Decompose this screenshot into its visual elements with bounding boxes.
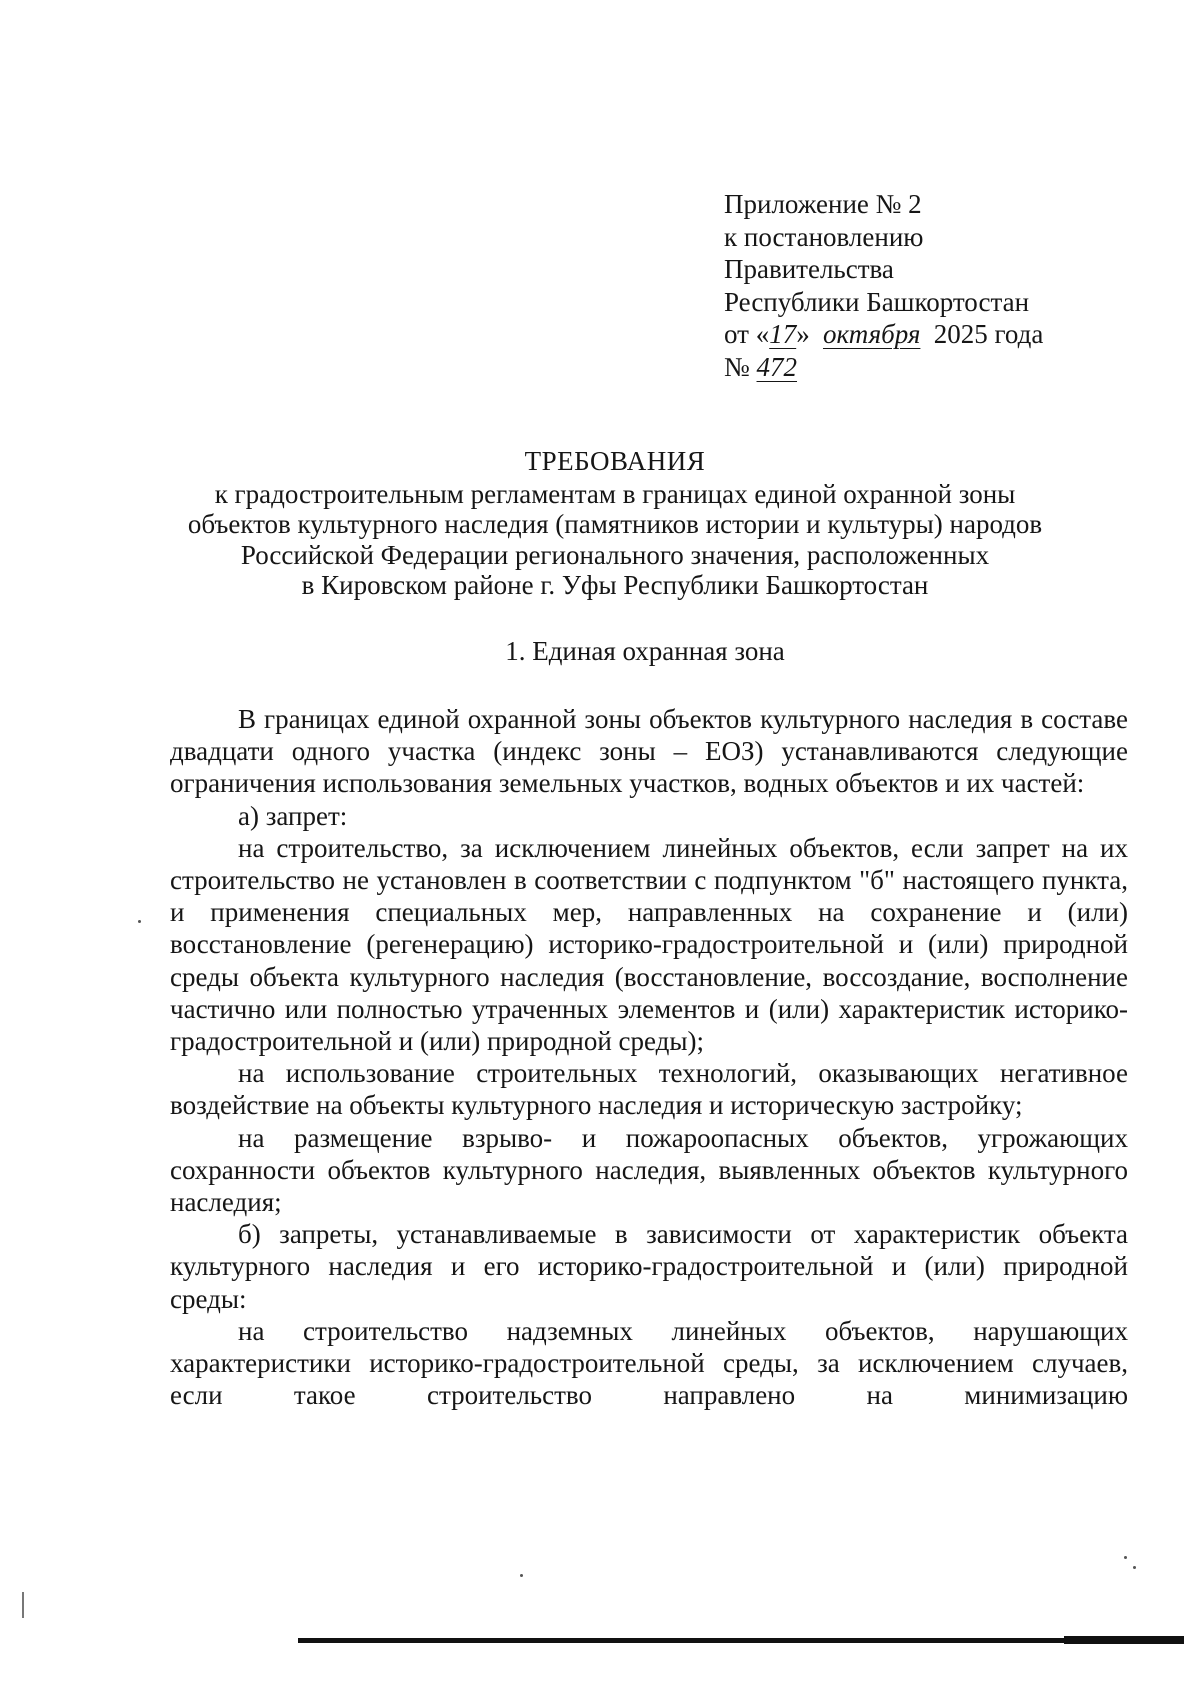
title-line: объектов культурного наследия (памятников истории и культуры) народов	[187, 509, 1043, 539]
document-title	[150, 446, 1080, 601]
date-day: 17	[769, 319, 797, 349]
annex-number-line	[724, 351, 1043, 384]
annex-title: Приложение № 2	[724, 189, 922, 219]
paragraph: на использование строительных технологий, оказывающих негативное воздействие на объекты культурного наследия и историческую застройку;	[170, 1058, 1128, 1121]
section-heading: 1. Единая охранная зона	[505, 636, 785, 666]
date-year: 2025 года	[933, 319, 1044, 349]
annex-date-line	[724, 318, 1043, 351]
date-prefix: от «	[724, 319, 770, 349]
paragraph: В границах единой охранной зоны объектов культурного наследия в составе двадцати одного участка (индекс зоны – ЕОЗ) устанавливаются следующие ограничения использования земельных участков, водных объектов и их частей:	[170, 704, 1128, 799]
annex-line-government: Правительства	[724, 254, 894, 284]
title-line: Российской Федерации регионального значения, расположенных	[240, 539, 990, 570]
number-prefix: №	[724, 351, 757, 382]
body-text	[170, 703, 1128, 1411]
paragraph: а) запрет:	[238, 800, 348, 831]
paragraph: на строительство надземных линейных объектов, нарушающих характеристики историко-градостроительной среды, за исключением случаев, если такое строительство направлено на минимизацию	[170, 1315, 1128, 1411]
scan-bottom-rule	[298, 1638, 1184, 1643]
paragraph: б) запреты, устанавливаемые в зависимости от характеристик объекта культурного наследия и его историко-градостроительной и (или) природной среды:	[170, 1219, 1128, 1314]
scan-edge-mark	[22, 1592, 24, 1618]
annex-line-republic: Республики Башкортостан	[724, 286, 1030, 317]
title-main: ТРЕБОВАНИЯ	[524, 446, 706, 476]
annex-block	[724, 188, 1043, 383]
scan-speck	[1124, 1556, 1127, 1559]
paragraph: на размещение взрыво- и пожароопасных объектов, угрожающих сохранности объектов культурного наследия, выявленных объектов культурного наследия;	[170, 1122, 1128, 1218]
date-day-close: »	[796, 319, 810, 349]
annex-line-resolution: к постановлению	[724, 221, 924, 252]
title-line: в Кировском районе г. Уфы Республики Башкортостан	[301, 570, 929, 600]
title-line: к градостроительным регламентам в границах единой охранной зоны	[214, 478, 1016, 509]
date-month: октября	[822, 319, 921, 349]
paragraph: на строительство, за исключением линейных объектов, если запрет на их строительство не установлен в соответствии с подпунктом "б" настоящего пункта, и применения специальных мер, направленных на сохранение и (или) восстановление (регенерацию) историко-градостроительной и (или) природной среды объекта культурного наследия (восстановление, воссоздание, восполнение частично или полностью утраченных элементов и (или) характеристик историко-градостроительной и (или) природной среды);	[170, 832, 1128, 1057]
scan-speck	[1133, 1566, 1136, 1569]
document-number: 472	[756, 351, 798, 382]
scan-speck	[138, 920, 141, 923]
scan-speck	[520, 1574, 523, 1577]
